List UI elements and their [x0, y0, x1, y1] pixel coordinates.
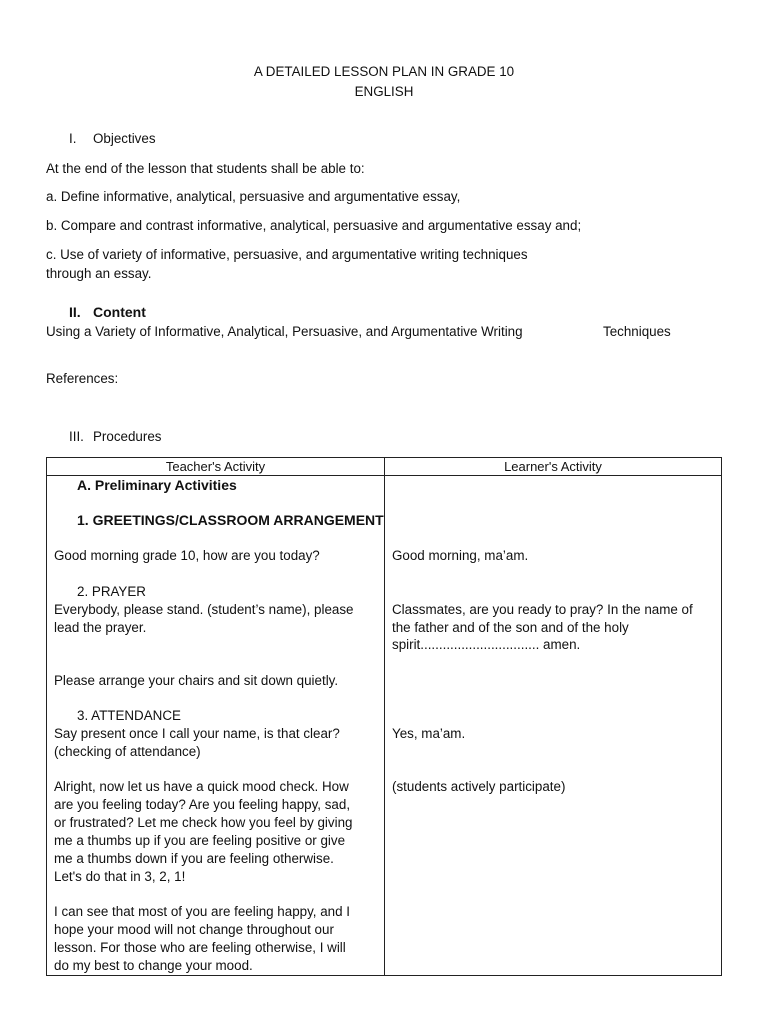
teacher-mood-line3: or frustrated? Let me check how you feel by giving [54, 815, 353, 830]
procedures-heading: Procedures [93, 429, 162, 444]
learner-activity-cell [385, 476, 722, 976]
attendance-heading: 3. ATTENDANCE [77, 708, 181, 723]
learner-prayer-line2: the father and of the son and of the holy [392, 620, 629, 635]
teacher-happy-line4: do my best to change your mood. [54, 958, 253, 973]
prayer-heading: 2. PRAYER [77, 584, 146, 599]
teacher-happy-line3: lesson. For those who are feeling otherwise, I will [54, 940, 346, 955]
teacher-attendance-line2: (checking of attendance) [54, 744, 201, 759]
greetings-heading: 1. GREETINGS/CLASSROOM ARRANGEMENT [77, 512, 384, 528]
teacher-happy-line2: hope your mood will not change throughout our [54, 922, 334, 937]
preliminary-activities-heading: A. Preliminary Activities [77, 477, 237, 493]
document-title: A DETAILED LESSON PLAN IN GRADE 10 [253, 64, 515, 79]
teacher-greeting: Good morning grade 10, how are you today? [54, 548, 320, 563]
table-header-row [47, 458, 722, 476]
content-text-tail: Techniques [603, 324, 671, 339]
objective-c-line1: c. Use of variety of informative, persuasive, and argumentative writing techniques [46, 247, 528, 262]
teacher-prayer-line2: lead the prayer. [54, 620, 147, 635]
procedures-numeral: III. [69, 429, 84, 444]
objective-c-line2: through an essay. [46, 266, 152, 281]
references-label: References: [46, 371, 119, 386]
teacher-mood-line2: are you feeling today? Are you feeling happy, sad, [54, 797, 351, 812]
objectives-heading: Objectives [93, 131, 156, 146]
teacher-mood-line6: Let's do that in 3, 2, 1! [54, 869, 186, 884]
content-text: Using a Variety of Informative, Analytical, Persuasive, and Argumentative Writing [46, 324, 523, 339]
objectives-numeral: I. [69, 131, 77, 146]
content-heading: Content [93, 304, 146, 320]
teacher-activity-header: Teacher's Activity [47, 458, 385, 476]
document-subtitle: ENGLISH [354, 84, 414, 99]
learner-attendance: Yes, ma’am. [392, 726, 466, 741]
procedures-table [46, 457, 722, 976]
teacher-activity-cell [47, 476, 385, 976]
learner-activity-header: Learner's Activity [385, 458, 722, 476]
teacher-mood-line4: me a thumbs up if you are feeling positive or give [54, 833, 346, 848]
learner-prayer-line3: spirit................................ amen. [392, 637, 581, 652]
teacher-mood-line5: me a thumbs down if you are feeling otherwise. [54, 851, 334, 866]
teacher-arrange-chairs: Please arrange your chairs and sit down quietly. [54, 673, 339, 688]
learner-prayer-line1: Classmates, are you ready to pray? In the name of [392, 602, 693, 617]
table-row [47, 476, 722, 976]
teacher-attendance-line1: Say present once I call your name, is that clear? [54, 726, 340, 741]
teacher-mood-line1: Alright, now let us have a quick mood check. How [54, 779, 349, 794]
objective-b: b. Compare and contrast informative, analytical, persuasive and argumentative essay and; [46, 218, 582, 233]
objectives-intro: At the end of the lesson that students shall be able to: [46, 161, 365, 176]
teacher-prayer-line1: Everybody, please stand. (student’s name), please [54, 602, 354, 617]
content-numeral: II. [69, 304, 81, 320]
learner-greeting: Good morning, ma’am. [392, 548, 529, 563]
teacher-happy-line1: I can see that most of you are feeling happy, and I [54, 904, 351, 919]
objective-a: a. Define informative, analytical, persuasive and argumentative essay, [46, 189, 461, 204]
learner-mood: (students actively participate) [392, 779, 566, 794]
